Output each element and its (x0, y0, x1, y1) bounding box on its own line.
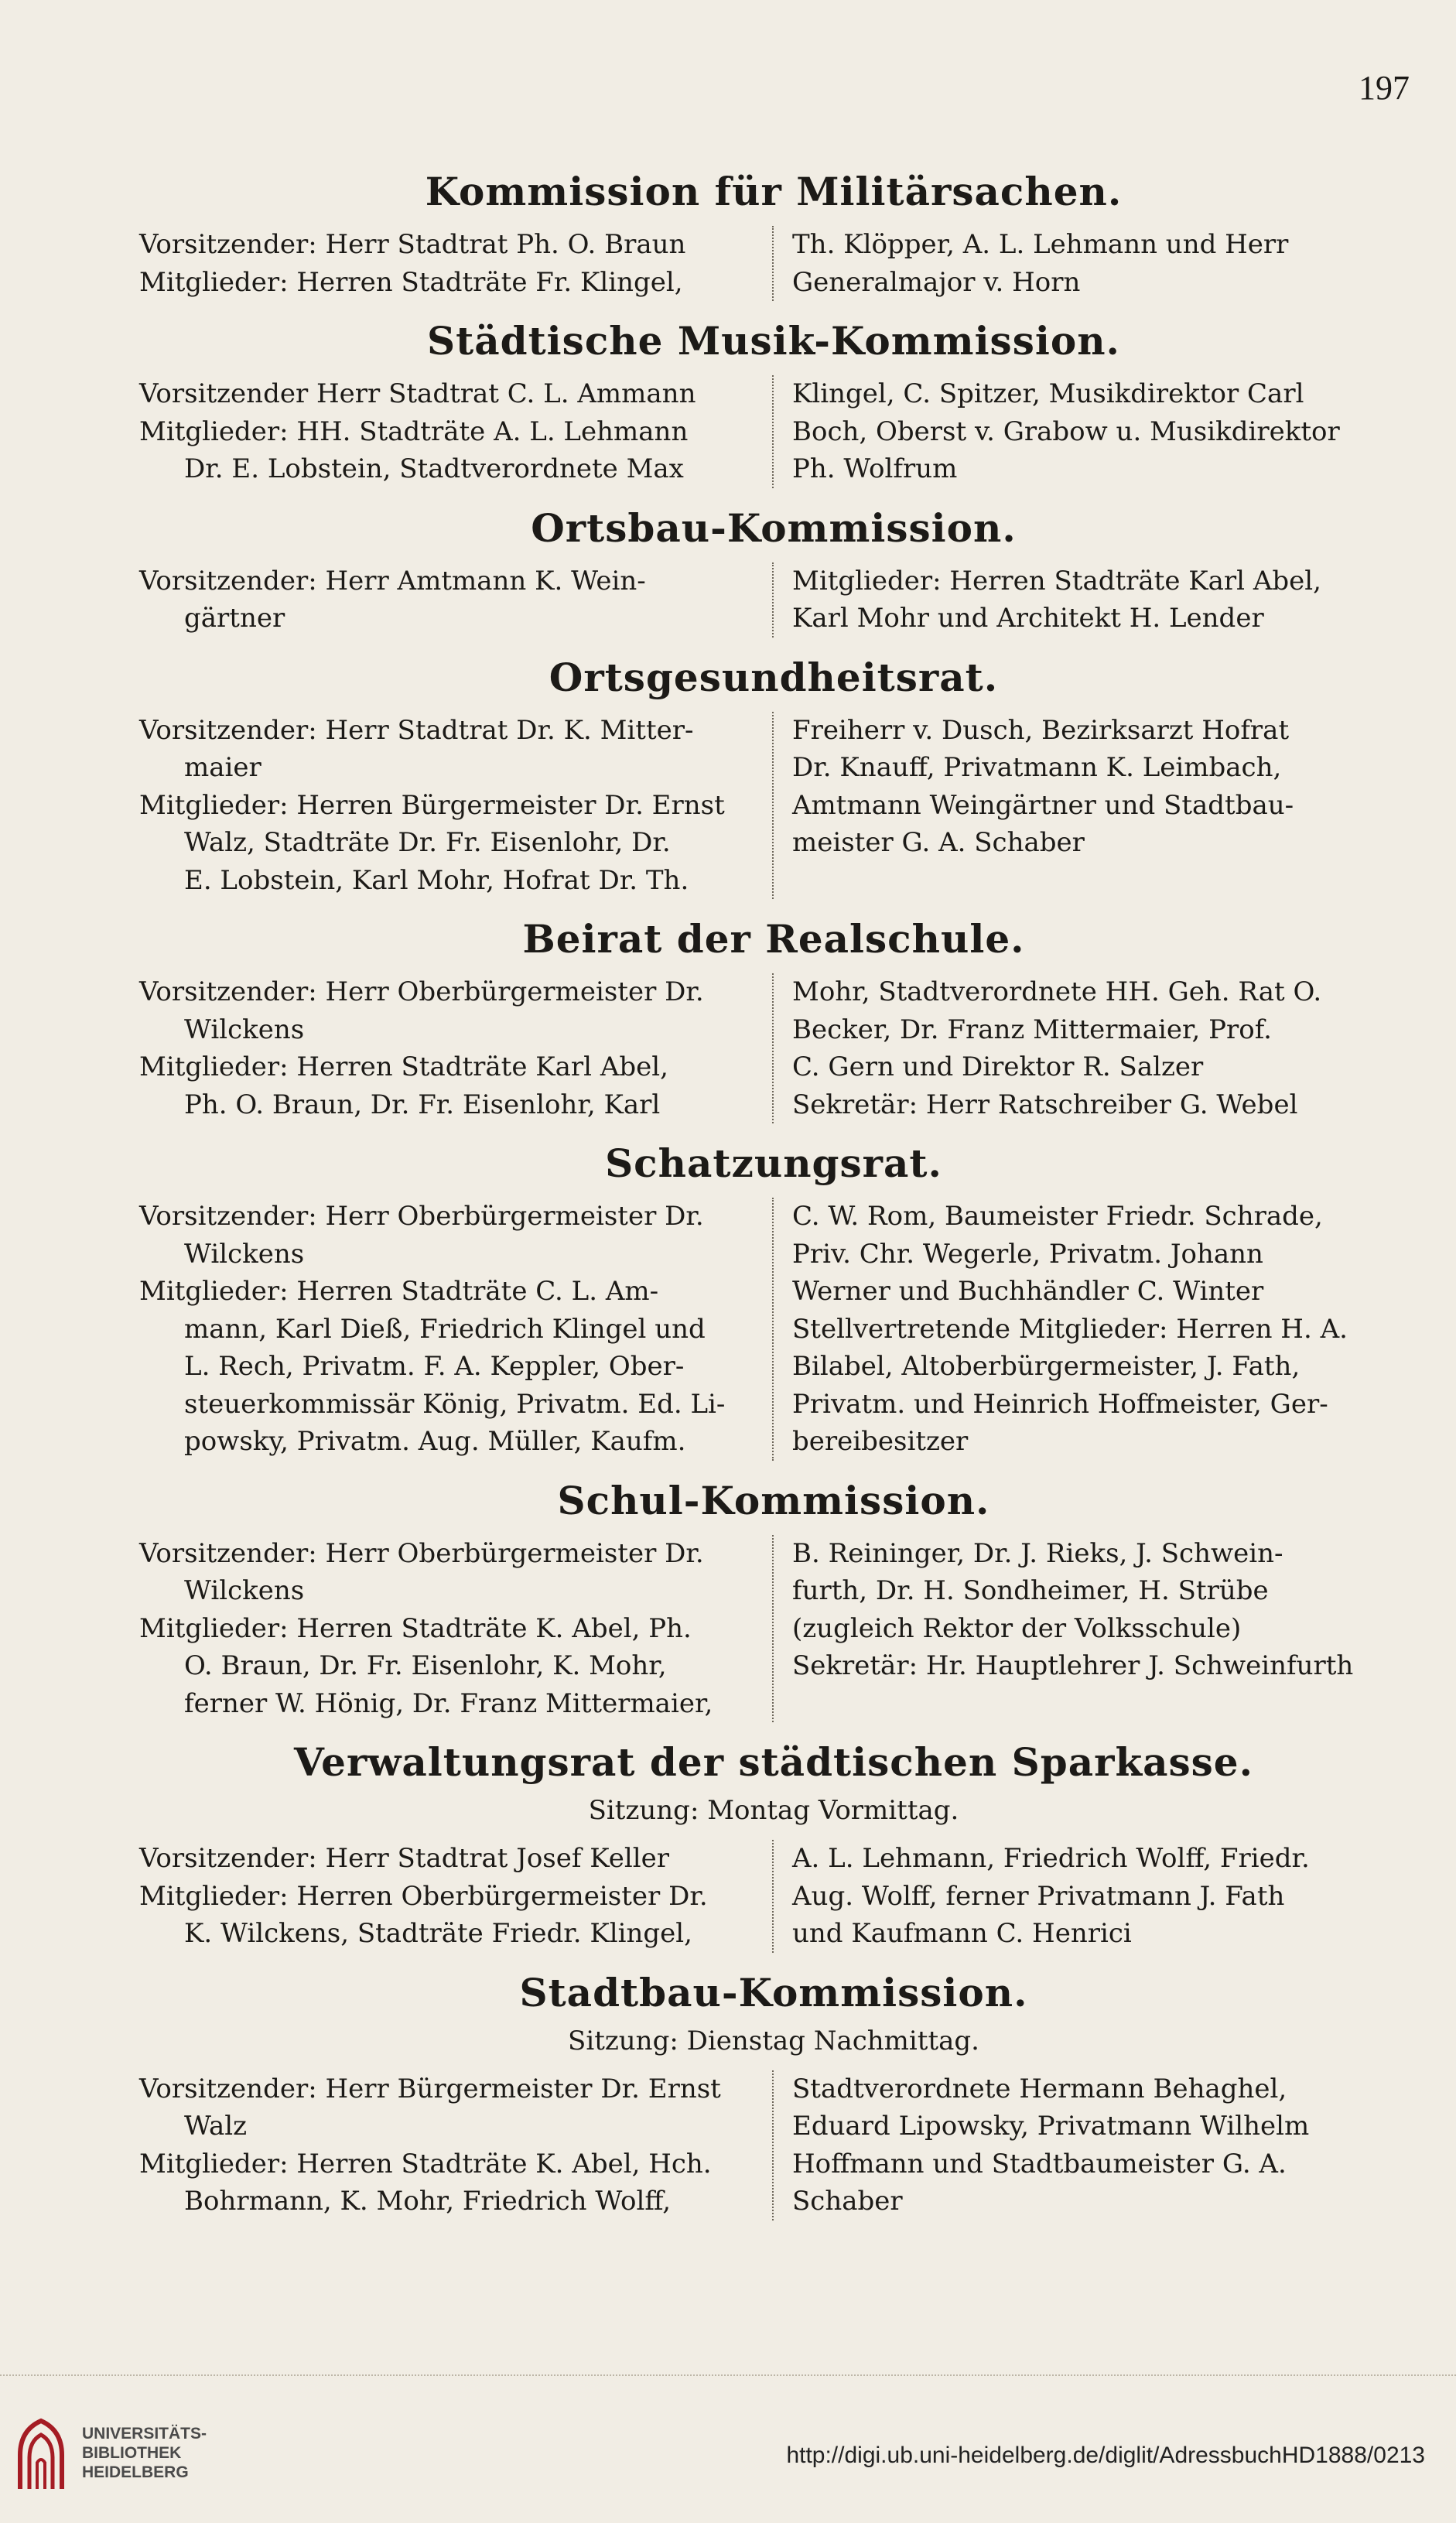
text-line: powsky, Privatm. Aug. Müller, Kaufm. (184, 1426, 686, 1457)
text-line: Vorsitzender: Herr Oberbürgermeister Dr. (139, 976, 704, 1007)
right-column (774, 1198, 1408, 1461)
text-line: K. Wilckens, Stadträte Friedr. Klingel, (184, 1918, 692, 1949)
section-columns (139, 562, 1408, 638)
library-seal-icon (14, 2415, 68, 2491)
text-line: Mitglieder: Herren Stadträte K. Abel, Ph. (139, 1612, 692, 1644)
right-column (774, 2070, 1408, 2220)
section-title: Beirat der Realschule. (522, 916, 1025, 962)
text-line: (zugleich Rektor der Volksschule) (792, 1612, 1242, 1644)
text-line: Priv. Chr. Wegerle, Privatm. Johann (792, 1238, 1263, 1270)
text-line: Sekretär: Herr Ratschreiber G. Webel (792, 1089, 1298, 1120)
committee-section (139, 655, 1408, 900)
left-column (139, 973, 774, 1123)
text-line: Vorsitzender: Herr Stadtrat Ph. O. Braun (139, 229, 686, 260)
committee-section (139, 916, 1408, 1123)
committee-section (139, 505, 1408, 638)
text-line: mann, Karl Dieß, Friedrich Klingel und (184, 1313, 706, 1345)
text-line: Bohrmann, K. Mohr, Friedrich Wolff, (184, 2186, 672, 2217)
section-title: Schul-Kommission. (557, 1477, 990, 1523)
text-line: Privatm. und Heinrich Hoffmeister, Ger- (792, 1388, 1328, 1420)
text-line: C. W. Rom, Baumeister Friedr. Schrade, (792, 1201, 1323, 1232)
library-name-line: BIBLIOTHEK (82, 2443, 182, 2462)
text-line: bereibesitzer (792, 1426, 969, 1457)
text-line: steuerkommissär König, Privatm. Ed. Li- (184, 1388, 726, 1420)
text-line: A. L. Lehmann, Friedrich Wolff, Friedr. (792, 1843, 1310, 1874)
right-column (774, 1840, 1408, 1953)
text-line: Eduard Lipowsky, Privatmann Wilhelm (792, 2111, 1310, 2142)
section-title: Verwaltungsrat der städtischen Sparkasse. (293, 1739, 1254, 1785)
text-line: Vorsitzender: Herr Oberbürgermeister Dr. (139, 1537, 704, 1569)
section-title: Ortsgesundheitsrat. (549, 654, 999, 700)
committee-section (139, 318, 1408, 488)
committee-section (139, 1478, 1408, 1723)
left-column (139, 1198, 774, 1461)
library-name (82, 2424, 207, 2482)
text-line: Aug. Wolff, ferner Privatmann J. Fath (792, 1880, 1285, 1912)
text-line: C. Gern und Direktor R. Salzer (792, 1051, 1204, 1082)
section-subtitle: Sitzung: Montag Vormittag. (588, 1795, 959, 1826)
section-columns (139, 712, 1408, 900)
footer (0, 2374, 1456, 2523)
section-columns (139, 2070, 1408, 2220)
section-subtitle: Sitzung: Dienstag Nachmittag. (568, 2025, 979, 2056)
text-line: Mohr, Stadtverordnete HH. Geh. Rat O. (792, 976, 1322, 1007)
text-line: Vorsitzender Herr Stadtrat C. L. Ammann (139, 378, 696, 409)
section-title: Ortsbau-Kommission. (531, 504, 1017, 551)
text-line: Mitglieder: Herren Bürgermeister Dr. Ernst (139, 789, 725, 821)
text-line: Karl Mohr und Architekt H. Lender (792, 603, 1264, 634)
right-column (774, 1535, 1408, 1723)
committee-section (139, 1140, 1408, 1461)
text-line: maier (184, 752, 261, 783)
right-column (774, 375, 1408, 488)
section-title: Schatzungsrat. (605, 1140, 942, 1186)
text-line: Boch, Oberst v. Grabow u. Musikdirektor (792, 415, 1340, 447)
text-line: Wilckens (184, 1238, 305, 1270)
page-content (139, 169, 1408, 2238)
text-line: Hoffmann und Stadtbaumeister G. A. (792, 2148, 1287, 2179)
left-column (139, 226, 774, 301)
text-line: Dr. Knauff, Privatmann K. Leimbach, (792, 752, 1282, 783)
text-line: E. Lobstein, Karl Mohr, Hofrat Dr. Th. (184, 864, 689, 896)
text-line: Wilckens (184, 1014, 305, 1045)
text-line: gärtner (184, 603, 285, 634)
text-line: Generalmajor v. Horn (792, 266, 1081, 298)
text-line: Mitglieder: Herren Stadträte C. L. Am- (139, 1276, 659, 1307)
text-line: Vorsitzender: Herr Amtmann K. Wein- (139, 565, 646, 597)
text-line: Ph. O. Braun, Dr. Fr. Eisenlohr, Karl (184, 1089, 661, 1120)
source-url-link[interactable]: http://digi.ub.uni-heidelberg.de/diglit/AdressbuchHD1888/0213 (786, 2443, 1425, 2468)
text-line: Mitglieder: Herren Stadträte Karl Abel, (792, 565, 1321, 597)
right-column (774, 226, 1408, 301)
text-line: und Kaufmann C. Henrici (792, 1918, 1132, 1949)
text-line: Sekretär: Hr. Hauptlehrer J. Schweinfurth (792, 1650, 1354, 1681)
left-column (139, 1535, 774, 1723)
text-line: Werner und Buchhändler C. Winter (792, 1276, 1264, 1307)
text-line: Walz (184, 2111, 248, 2142)
text-line: Wilckens (184, 1575, 305, 1606)
committee-section (139, 169, 1408, 301)
left-column (139, 375, 774, 488)
text-line: Mitglieder: Herren Oberbürgermeister Dr. (139, 1880, 708, 1912)
left-column (139, 1840, 774, 1953)
text-line: Vorsitzender: Herr Stadtrat Dr. K. Mitter- (139, 714, 694, 746)
page-number: 197 (1359, 69, 1410, 107)
section-columns (139, 1840, 1408, 1953)
committee-section (139, 1739, 1408, 1953)
text-line: Becker, Dr. Franz Mittermaier, Prof. (792, 1014, 1272, 1045)
text-line: Mitglieder: Herren Stadträte Fr. Klingel, (139, 266, 683, 298)
section-title: Kommission für Militärsachen. (425, 169, 1123, 214)
left-column (139, 712, 774, 900)
text-line: Ph. Wolfrum (792, 453, 958, 484)
text-line: Walz, Stadträte Dr. Fr. Eisenlohr, Dr. (184, 827, 671, 858)
text-line: Mitglieder: Herren Stadträte K. Abel, Hch. (139, 2148, 712, 2179)
section-title: Stadtbau-Kommission. (519, 1969, 1028, 2015)
text-line: Freiherr v. Dusch, Bezirksarzt Hofrat (792, 714, 1290, 746)
right-column (774, 973, 1408, 1123)
text-line: O. Braun, Dr. Fr. Eisenlohr, K. Mohr, (184, 1650, 667, 1681)
text-line: Vorsitzender: Herr Stadtrat Josef Keller (139, 1843, 669, 1874)
text-line: furth, Dr. H. Sondheimer, H. Strübe (792, 1575, 1269, 1606)
right-column (774, 562, 1408, 638)
text-line: Klingel, C. Spitzer, Musikdirektor Carl (792, 378, 1304, 409)
text-line: Stellvertretende Mitglieder: Herren H. A. (792, 1313, 1348, 1345)
section-title: Städtische Musik-Kommission. (427, 318, 1120, 364)
text-line: Vorsitzender: Herr Oberbürgermeister Dr. (139, 1201, 704, 1232)
text-line: Stadtverordnete Hermann Behaghel, (792, 2073, 1287, 2104)
library-logo (14, 2415, 207, 2491)
text-line: Mitglieder: HH. Stadträte A. L. Lehmann (139, 415, 689, 447)
text-line: Vorsitzender: Herr Bürgermeister Dr. Ernst (139, 2073, 721, 2104)
left-column (139, 562, 774, 638)
library-name-line: UNIVERSITÄTS- (82, 2424, 207, 2443)
section-columns (139, 1535, 1408, 1723)
text-line: Dr. E. Lobstein, Stadtverordnete Max (184, 453, 684, 484)
right-column (774, 712, 1408, 900)
text-line: B. Reininger, Dr. J. Rieks, J. Schwein- (792, 1537, 1283, 1569)
text-line: Bilabel, Altoberbürgermeister, J. Fath, (792, 1351, 1300, 1382)
left-column (139, 2070, 774, 2220)
text-line: Schaber (792, 2186, 903, 2217)
text-line: Amtmann Weingärtner und Stadtbau- (792, 789, 1294, 821)
text-line: meister G. A. Schaber (792, 827, 1085, 858)
section-columns (139, 1198, 1408, 1461)
committee-section (139, 1970, 1408, 2220)
text-line: ferner W. Hönig, Dr. Franz Mittermaier, (184, 1687, 713, 1719)
text-line: L. Rech, Privatm. F. A. Keppler, Ober- (184, 1351, 685, 1382)
text-line: Mitglieder: Herren Stadträte Karl Abel, (139, 1051, 668, 1082)
library-name-line: HEIDELBERG (82, 2463, 189, 2481)
section-columns (139, 973, 1408, 1123)
section-columns (139, 226, 1408, 301)
text-line: Th. Klöpper, A. L. Lehmann und Herr (792, 229, 1289, 260)
section-columns (139, 375, 1408, 488)
